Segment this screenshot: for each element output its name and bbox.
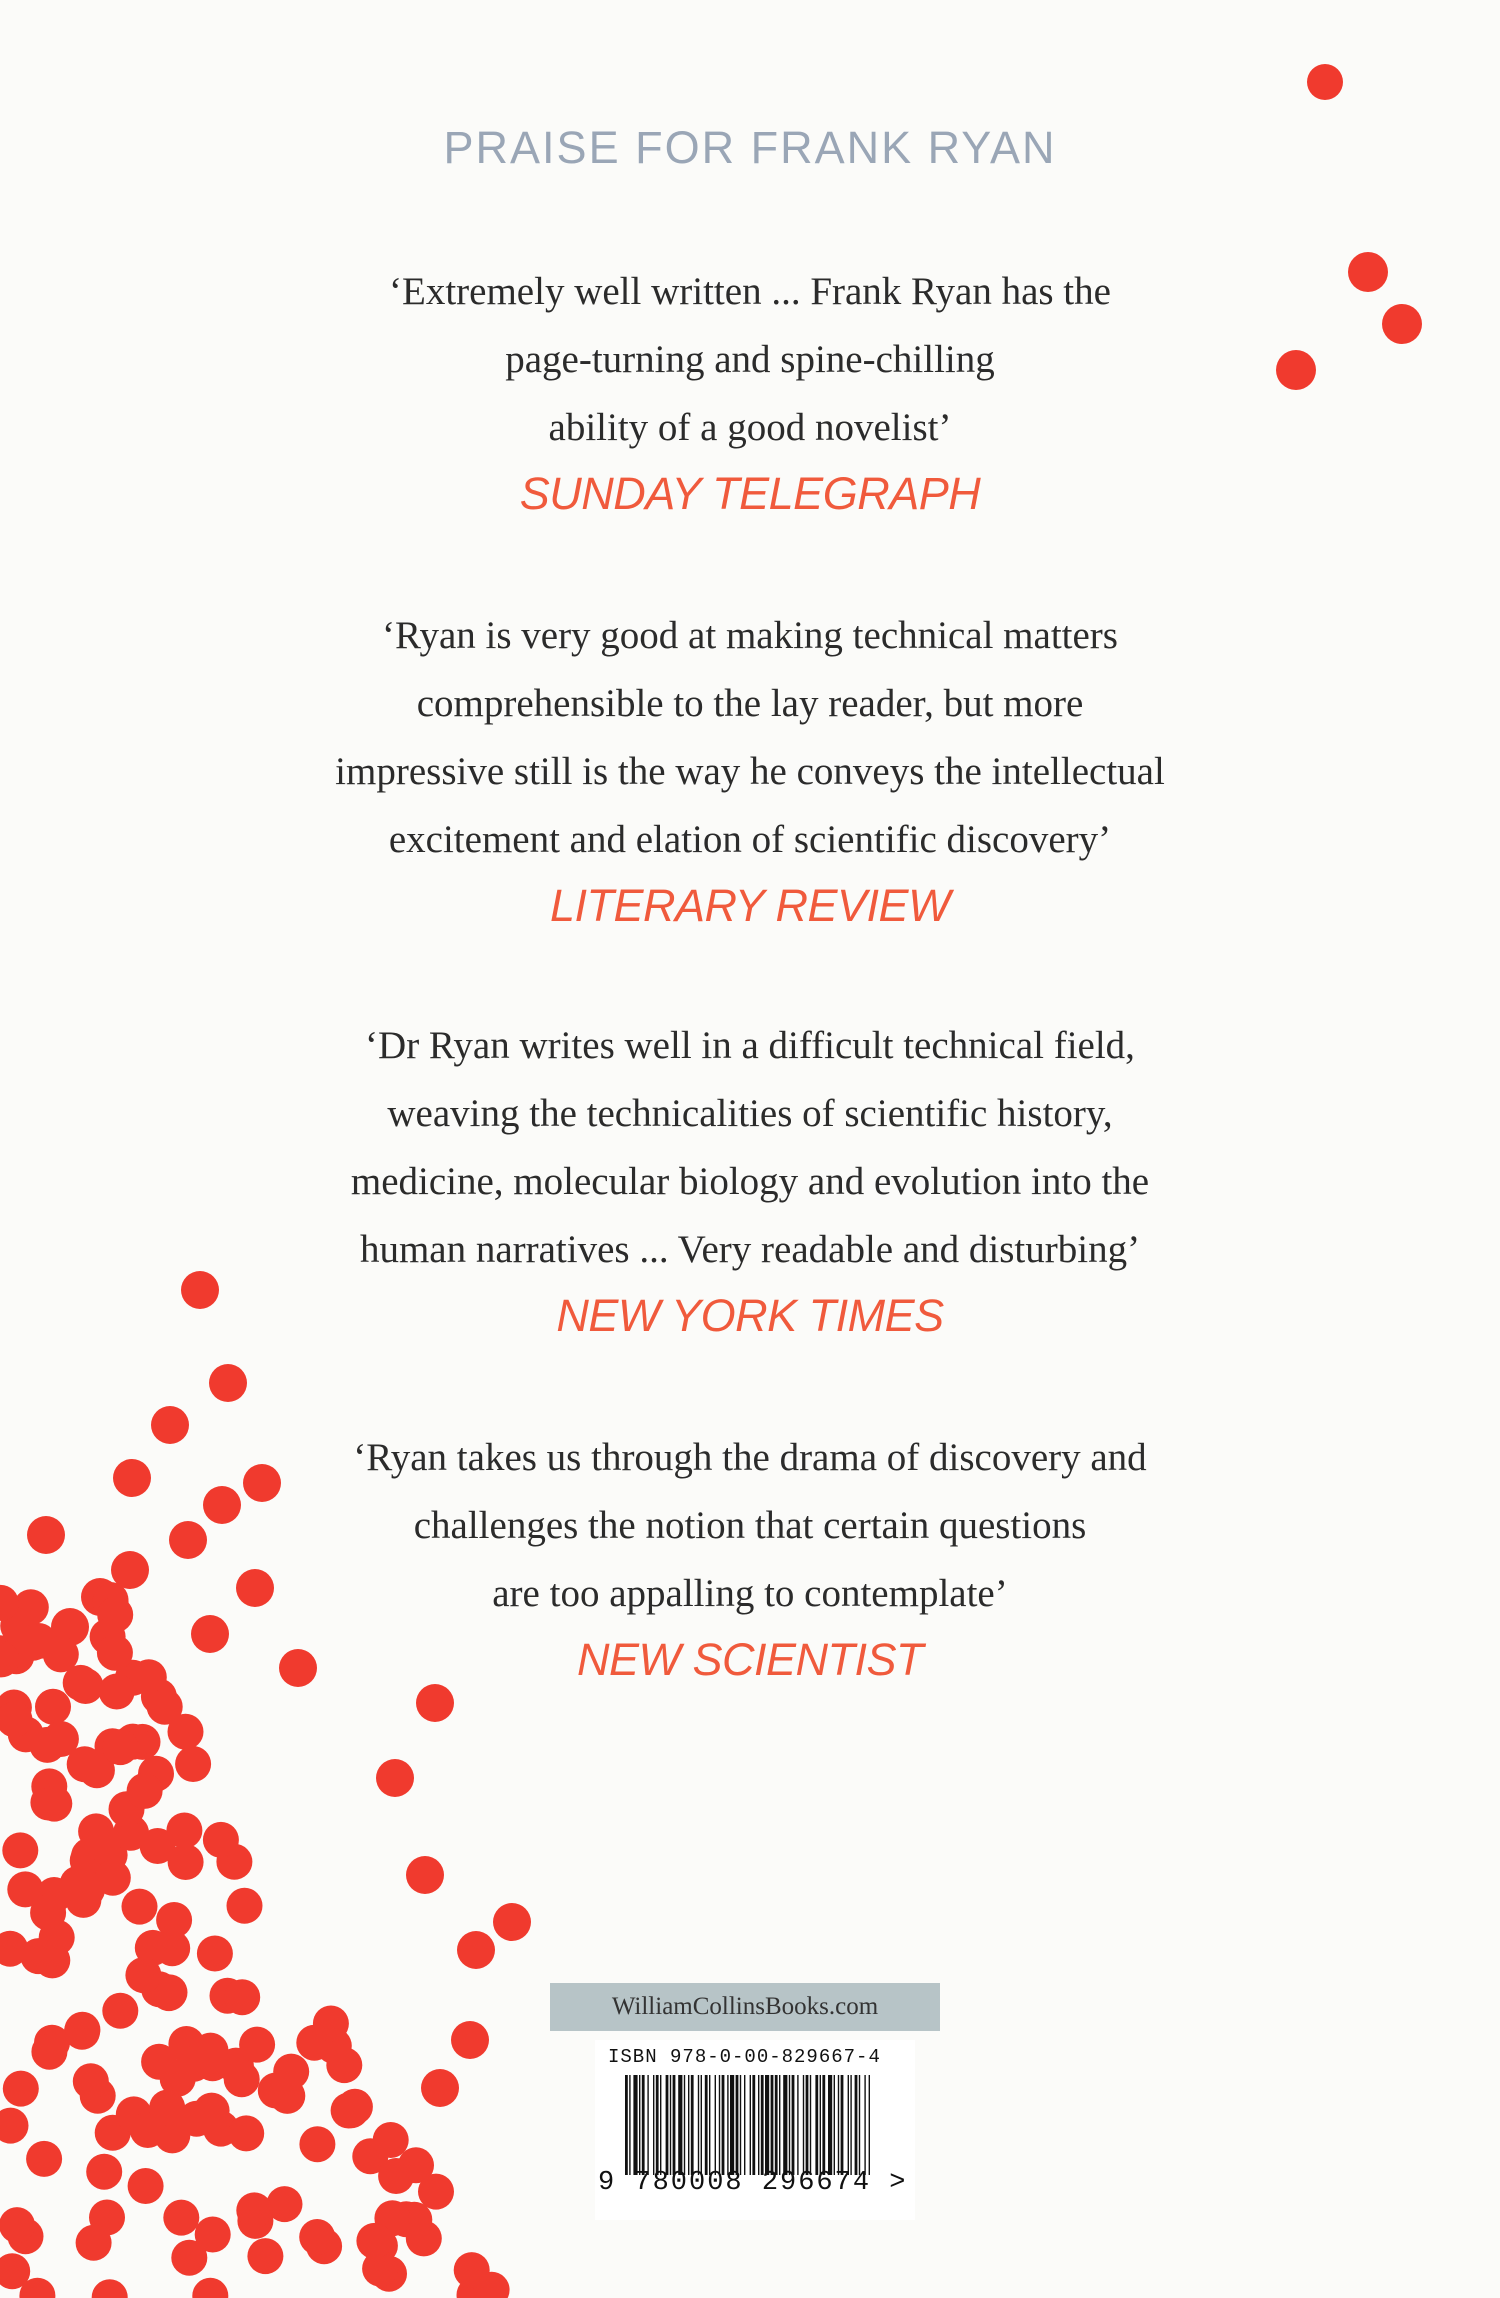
quote-line: are too appalling to contemplate’ <box>492 1572 1008 1615</box>
quote-block-1 <box>200 258 1300 520</box>
decorative-dot <box>421 2069 459 2107</box>
decorative-dot <box>73 2063 109 2099</box>
decorative-dot <box>192 2278 228 2298</box>
quote-text <box>200 258 1300 462</box>
barcode-bar <box>815 2075 818 2175</box>
barcode-bar <box>736 2075 739 2175</box>
decorative-dot <box>171 2240 207 2276</box>
barcode-bar <box>848 2075 849 2175</box>
barcode-bar <box>653 2075 654 2175</box>
barcode-bar <box>629 2075 630 2175</box>
decorative-dot <box>141 2044 177 2080</box>
decorative-dot <box>299 2126 335 2162</box>
decorative-dot <box>29 1727 65 1763</box>
decorative-dot <box>269 2078 305 2114</box>
praise-heading: PRAISE FOR FRANK RYAN <box>443 122 1057 173</box>
barcode-bar <box>691 2075 694 2175</box>
barcode-bar <box>705 2075 708 2175</box>
quote-text <box>200 1012 1300 1284</box>
decorative-dot <box>140 1828 176 1864</box>
barcode-bar <box>797 2075 798 2175</box>
barcode-bar <box>752 2075 755 2175</box>
barcode-bar <box>841 2075 844 2175</box>
barcode-bar <box>709 2075 710 2175</box>
quote-line: comprehensible to the lay reader, but more <box>416 682 1084 725</box>
quote-text <box>200 602 1300 874</box>
decorative-dot <box>227 1888 263 1924</box>
decorative-dot <box>76 2225 112 2261</box>
decorative-dot <box>122 1889 158 1925</box>
decorative-dot <box>15 1625 51 1661</box>
decorative-dot <box>3 2071 39 2107</box>
decorative-dot <box>493 1903 531 1941</box>
decorative-dot <box>333 2092 369 2128</box>
barcode-bar <box>633 2075 637 2175</box>
barcode-bar <box>828 2075 832 2175</box>
decorative-dot <box>451 2021 489 2059</box>
barcode-bar <box>838 2075 839 2175</box>
decorative-dot <box>356 2223 392 2259</box>
decorative-dot <box>0 2207 35 2243</box>
decorative-dot <box>209 1364 247 1402</box>
barcode-bar <box>660 2075 661 2175</box>
barcode-bar <box>656 2075 659 2175</box>
barcode-bar <box>869 2075 870 2175</box>
barcode-bar <box>719 2075 720 2175</box>
quote-line: ability of a good novelist’ <box>548 406 952 449</box>
publisher-website: WilliamCollinsBooks.com <box>550 1983 940 2031</box>
barcode-bar <box>722 2075 725 2175</box>
barcode-bar <box>792 2075 795 2175</box>
decorative-dot <box>7 1871 43 1907</box>
decorative-dot <box>27 1516 65 1554</box>
decorative-dot <box>102 1729 138 1765</box>
decorative-dot <box>20 1938 56 1974</box>
quote-source: NEW YORK TIMES <box>556 1290 944 1341</box>
decorative-dot <box>239 2027 275 2063</box>
barcode-bar <box>761 2075 764 2175</box>
barcode-bar <box>701 2075 702 2175</box>
barcode-bar <box>715 2075 716 2175</box>
decorative-dot <box>197 1936 233 1972</box>
barcode-bar <box>820 2075 821 2175</box>
decorative-dot <box>69 1871 105 1907</box>
quote-source: SUNDAY TELEGRAPH <box>519 468 981 519</box>
quote-line: ‘Ryan takes us through the drama of discovery and <box>353 1436 1147 1479</box>
quote-line: medicine, molecular biology and evolution into the <box>350 1160 1150 1203</box>
barcode-bar <box>855 2075 858 2175</box>
barcode-bar <box>758 2075 759 2175</box>
decorative-dot <box>125 1957 161 1993</box>
barcode-bar <box>765 2075 769 2175</box>
barcode-bar <box>822 2075 825 2175</box>
barcode-bar <box>740 2075 741 2175</box>
decorative-dot <box>130 2112 166 2148</box>
barcode-bar <box>806 2075 809 2175</box>
barcode-digits: 9 780008 296674 > <box>598 2168 908 2198</box>
decorative-dot <box>127 1773 163 1809</box>
decorative-dot <box>416 1684 454 1722</box>
barcode-bar <box>750 2075 751 2175</box>
barcode-bar <box>810 2075 811 2175</box>
barcode-bar <box>673 2075 676 2175</box>
quote-line: challenges the notion that certain questions <box>413 1504 1087 1547</box>
decorative-dot <box>35 1689 71 1725</box>
quote-source: LITERARY REVIEW <box>549 880 951 931</box>
barcode-bar <box>647 2075 648 2175</box>
decorative-dot <box>102 1993 138 2029</box>
decorative-dot <box>63 1665 99 1701</box>
decorative-dot <box>236 2192 272 2228</box>
decorative-dot <box>26 2141 62 2177</box>
barcode-bar <box>779 2075 780 2175</box>
barcode-bar <box>727 2075 728 2175</box>
barcode-bar <box>771 2075 774 2175</box>
decorative-dot <box>454 2252 490 2288</box>
barcode-bar <box>639 2075 640 2175</box>
barcode-bar <box>775 2075 778 2175</box>
decorative-dot <box>418 2174 454 2210</box>
quote-line: ‘Ryan is very good at making technical matters <box>382 614 1118 657</box>
decorative-dot <box>64 2014 100 2050</box>
quote-text <box>200 1424 1300 1628</box>
decorative-dot <box>203 1822 239 1858</box>
quote-line: weaving the technicalities of scientific history, <box>387 1092 1113 1135</box>
quote-source: NEW SCIENTIST <box>576 1634 923 1685</box>
barcode-bar <box>666 2075 669 2175</box>
decorative-dot <box>86 2154 122 2190</box>
barcode-bar <box>859 2075 860 2175</box>
decorative-dot <box>97 1635 133 1671</box>
quote-block-2 <box>200 602 1300 932</box>
barcode-bar <box>783 2075 787 2175</box>
barcode-bar <box>688 2075 689 2175</box>
barcode-bar <box>744 2075 745 2175</box>
decorative-dot <box>128 2168 164 2204</box>
barcode-bar <box>803 2075 804 2175</box>
barcode-bar <box>730 2075 734 2175</box>
isbn-number: ISBN 978-0-00-829667-4 <box>608 2046 881 2068</box>
decorative-dot <box>147 1689 183 1725</box>
barcode-bar <box>850 2075 851 2175</box>
decorative-dot <box>228 2115 264 2151</box>
decorative-dot <box>31 2034 67 2070</box>
quote-line: excitement and elation of scientific discovery’ <box>388 818 1112 861</box>
barcode-bar <box>834 2075 835 2175</box>
quote-line: human narratives ... Very readable and disturbing’ <box>359 1228 1141 1271</box>
barcode-bar <box>864 2075 865 2175</box>
decorative-dot <box>92 2279 128 2298</box>
quote-line: ‘Dr Ryan writes well in a difficult technical field, <box>365 1024 1135 1067</box>
barcode-bar <box>789 2075 790 2175</box>
barcode-bar <box>625 2075 628 2175</box>
quote-line: ‘Extremely well written ... Frank Ryan has the <box>389 270 1111 313</box>
decorative-dot <box>0 2108 29 2144</box>
decorative-dot <box>151 1406 189 1444</box>
quote-line: page-turning and spine-chilling <box>505 338 995 381</box>
decorative-dot <box>113 1459 151 1497</box>
decorative-dot <box>2 1832 38 1868</box>
decorative-dot <box>85 1826 121 1862</box>
decorative-dot <box>247 2238 283 2274</box>
barcode-bar <box>670 2075 671 2175</box>
decorative-dot <box>313 2006 349 2042</box>
barcode-bar <box>684 2075 685 2175</box>
decorative-dot <box>224 1979 260 2015</box>
decorative-dot <box>376 1759 414 1797</box>
barcode-bar <box>678 2075 682 2175</box>
decorative-dot <box>163 2200 199 2236</box>
barcode-bar <box>642 2075 645 2175</box>
quote-block-3 <box>200 1012 1300 1342</box>
quote-line: impressive still is the way he conveys the intellectual <box>335 750 1165 793</box>
barcode-bar <box>698 2075 699 2175</box>
quote-block-4 <box>200 1424 1300 1686</box>
decorative-dot <box>299 2219 335 2255</box>
decorative-dot <box>99 1674 135 1710</box>
decorative-dot <box>36 1786 72 1822</box>
decorative-dot <box>457 1931 495 1969</box>
decorative-dot <box>406 1856 444 1894</box>
decorative-dot <box>175 1746 211 1782</box>
